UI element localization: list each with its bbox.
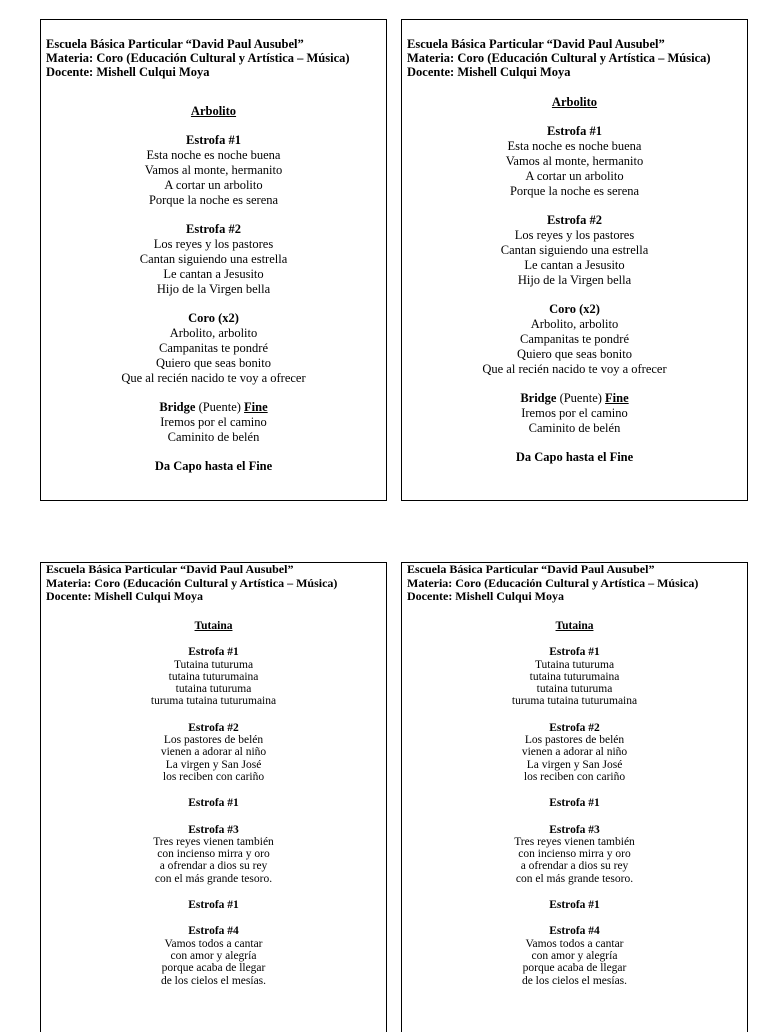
teacher-line: Docente: Mishell Culqui Moya (46, 65, 210, 79)
lyric-line: porque acaba de llegar (161, 962, 266, 975)
lyric-line: los reciben con cariño (162, 770, 265, 783)
sheet-header (407, 563, 743, 604)
song-section (402, 124, 747, 199)
lyric-line: Campanitas te pondré (159, 341, 268, 355)
lyric-line: a ofrendar a dios su rey (520, 860, 629, 873)
lyric-line: Caminito de belén (167, 430, 260, 444)
song-sheet-tutaina-2 (401, 562, 748, 1032)
lyric-line: turuma tutaina tuturumaina (511, 695, 638, 708)
song-section (41, 722, 386, 783)
section-heading-text: Estrofa #4 (188, 925, 239, 938)
section-heading (402, 391, 747, 406)
song-body (41, 104, 386, 488)
section-heading-text: Coro (x2) (549, 302, 600, 316)
song-section (402, 450, 747, 465)
lyric-line: con el más grande tesoro. (154, 872, 273, 885)
song-body (41, 620, 386, 1001)
lyric-line: Vamos todos a cantar (525, 937, 624, 950)
section-heading (402, 646, 747, 658)
section-heading-text: Estrofa #1 (188, 797, 239, 810)
lyric-line: Esta noche es noche buena (146, 148, 281, 162)
section-heading (402, 899, 747, 911)
section-heading (402, 797, 747, 809)
subject-line: Materia: Coro (Educación Cultural y Artística – Música) (407, 575, 699, 590)
lyric-line: La virgen y San José (165, 758, 262, 771)
song-section (402, 824, 747, 885)
song-sheet-arbolito-1 (40, 19, 387, 501)
song-section (402, 722, 747, 783)
lyric-line: Arbolito, arbolito (169, 326, 258, 340)
section-heading-text: Coro (x2) (188, 311, 239, 325)
lyric-line: vienen a adorar al niño (160, 746, 267, 759)
section-heading (41, 311, 386, 326)
section-heading (41, 133, 386, 148)
section-heading (402, 450, 747, 465)
lyric-line: de los cielos el mesías. (160, 974, 267, 987)
section-heading (402, 722, 747, 734)
lyric-line: Hijo de la Virgen bella (156, 282, 271, 296)
lyric-line: los reciben con cariño (523, 770, 626, 783)
song-section (402, 797, 747, 809)
section-heading-text: Estrofa #1 (188, 646, 239, 659)
school-name: Escuela Básica Particular “David Paul Ausubel” (407, 562, 655, 576)
subject-line: Materia: Coro (Educación Cultural y Artística – Música) (407, 51, 711, 65)
lyric-line: Le cantan a Jesusito (163, 267, 264, 281)
section-heading-text: Estrofa #2 (547, 213, 602, 227)
section-heading (41, 899, 386, 911)
song-section (41, 400, 386, 445)
lyric-line: Le cantan a Jesusito (524, 258, 625, 272)
section-heading (402, 124, 747, 139)
lyric-line: con incienso mirra y oro (157, 848, 270, 861)
teacher-line: Docente: Mishell Culqui Moya (46, 589, 203, 603)
lyric-line: Los reyes y los pastores (514, 228, 635, 242)
section-heading (41, 459, 386, 474)
lyric-line: tutaina tuturuma (536, 683, 613, 696)
sheet-header (46, 37, 382, 79)
song-section (402, 302, 747, 377)
section-heading-text: Estrofa #3 (549, 823, 600, 836)
section-heading-note: (Puente) (559, 391, 602, 405)
song-section (41, 824, 386, 885)
teacher-line: Docente: Mishell Culqui Moya (407, 589, 564, 603)
lyric-line: Iremos por el camino (160, 415, 267, 429)
section-heading (41, 824, 386, 836)
lyric-line: Esta noche es noche buena (507, 139, 642, 153)
lyric-line: Vamos al monte, hermanito (505, 154, 644, 168)
section-heading (41, 797, 386, 809)
lyric-line: tutaina tuturuma (175, 683, 252, 696)
song-section (402, 899, 747, 911)
section-heading-text: Bridge (520, 391, 557, 405)
section-heading (41, 646, 386, 658)
section-heading-text: Estrofa #4 (549, 925, 600, 938)
song-section (41, 133, 386, 208)
section-heading (41, 400, 386, 415)
lyric-line: a ofrendar a dios su rey (159, 860, 268, 873)
section-heading-text: Da Capo hasta el Fine (515, 450, 634, 464)
section-heading-marker: Fine (605, 391, 629, 405)
lyric-line: Caminito de belén (528, 421, 621, 435)
section-heading (402, 824, 747, 836)
section-heading-text: Estrofa #1 (549, 899, 600, 912)
lyric-line: Que al recién nacido te voy a ofrecer (121, 371, 306, 385)
subject-line: Materia: Coro (Educación Cultural y Artística – Música) (46, 575, 338, 590)
song-section (402, 391, 747, 436)
song-section (402, 646, 747, 707)
lyric-line: A cortar un arbolito (164, 178, 263, 192)
lyric-line: con el más grande tesoro. (515, 872, 634, 885)
song-title: Arbolito (190, 104, 237, 118)
school-name: Escuela Básica Particular “David Paul Ausubel” (46, 37, 304, 51)
section-heading-text: Estrofa #3 (188, 823, 239, 836)
song-sheet-tutaina-1 (40, 562, 387, 1032)
song-section (41, 797, 386, 809)
section-heading-text: Estrofa #2 (549, 721, 600, 734)
song-body (402, 95, 747, 479)
song-title: Tutaina (194, 620, 233, 632)
section-heading-text: Estrofa #2 (186, 222, 241, 236)
lyric-line: con incienso mirra y oro (518, 848, 631, 861)
song-section (41, 222, 386, 297)
section-heading-text: Estrofa #2 (188, 721, 239, 734)
lyric-line: Vamos al monte, hermanito (144, 163, 283, 177)
lyric-line: Porque la noche es serena (148, 193, 279, 207)
lyric-line: tutaina tuturumaina (529, 670, 620, 683)
school-name: Escuela Básica Particular “David Paul Ausubel” (46, 562, 294, 576)
section-heading (41, 925, 386, 937)
lyric-line: La virgen y San José (526, 758, 623, 771)
lyric-line: tutaina tuturumaina (168, 670, 259, 683)
song-section (402, 925, 747, 986)
lyric-line: con amor y alegría (170, 949, 257, 962)
sheet-header (407, 37, 743, 79)
section-heading-text: Estrofa #1 (549, 797, 600, 810)
song-section (41, 646, 386, 707)
lyric-line: Tutaina tuturuma (534, 658, 615, 671)
song-section (41, 925, 386, 986)
section-heading-text: Da Capo hasta el Fine (154, 459, 273, 473)
section-heading (41, 722, 386, 734)
lyric-line: Los reyes y los pastores (153, 237, 274, 251)
lyric-line: Arbolito, arbolito (530, 317, 619, 331)
song-sheet-arbolito-2 (401, 19, 748, 501)
song-body (402, 620, 747, 1001)
lyric-line: Iremos por el camino (521, 406, 628, 420)
section-heading-text: Estrofa #1 (547, 124, 602, 138)
lyric-line: Porque la noche es serena (509, 184, 640, 198)
lyric-line: Tutaina tuturuma (173, 658, 254, 671)
lyric-line: turuma tutaina tuturumaina (150, 695, 277, 708)
lyric-line: de los cielos el mesías. (521, 974, 628, 987)
lyric-line: Quiero que seas bonito (517, 347, 632, 361)
section-heading-text: Estrofa #1 (549, 646, 600, 659)
lyric-line: con amor y alegría (531, 949, 618, 962)
lyric-line: Tres reyes vienen también (514, 835, 635, 848)
song-title: Arbolito (551, 95, 598, 109)
song-section (402, 213, 747, 288)
lyric-line: Vamos todos a cantar (164, 937, 263, 950)
section-heading-marker: Fine (244, 400, 268, 414)
section-heading (402, 302, 747, 317)
sheet-header (46, 563, 382, 604)
lyric-line: Quiero que seas bonito (156, 356, 271, 370)
section-heading (402, 925, 747, 937)
teacher-line: Docente: Mishell Culqui Moya (407, 65, 571, 79)
lyric-line: porque acaba de llegar (522, 962, 627, 975)
subject-line: Materia: Coro (Educación Cultural y Artística – Música) (46, 51, 350, 65)
lyric-line: Cantan siguiendo una estrella (500, 243, 649, 257)
lyric-line: Los pastores de belén (163, 734, 264, 747)
song-title: Tutaina (555, 620, 594, 632)
lyric-line: Hijo de la Virgen bella (517, 273, 632, 287)
section-heading (402, 213, 747, 228)
lyric-line: Que al recién nacido te voy a ofrecer (482, 362, 667, 376)
section-heading-text: Estrofa #1 (186, 133, 241, 147)
lyric-line: A cortar un arbolito (525, 169, 624, 183)
song-section (41, 899, 386, 911)
lyric-line: Tres reyes vienen también (153, 835, 274, 848)
lyric-line: Campanitas te pondré (520, 332, 629, 346)
section-heading-text: Estrofa #1 (188, 899, 239, 912)
lyric-line: vienen a adorar al niño (521, 746, 628, 759)
lyric-line: Cantan siguiendo una estrella (139, 252, 288, 266)
section-heading (41, 222, 386, 237)
lyric-line: Los pastores de belén (524, 734, 625, 747)
section-heading-note: (Puente) (198, 400, 241, 414)
song-section (41, 311, 386, 386)
school-name: Escuela Básica Particular “David Paul Ausubel” (407, 37, 665, 51)
song-section (41, 459, 386, 474)
section-heading-text: Bridge (159, 400, 196, 414)
